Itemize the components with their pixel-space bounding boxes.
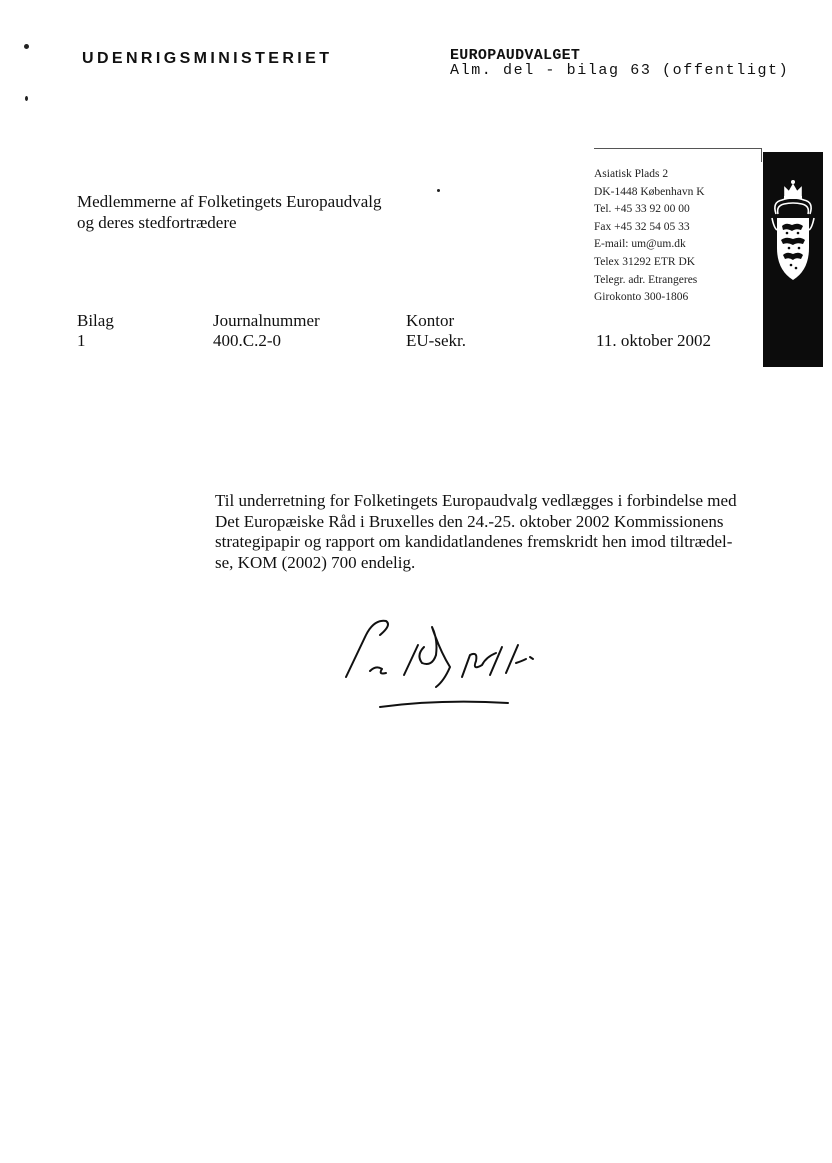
letter-body <box>215 491 775 573</box>
address-line: DK-1448 København K <box>594 185 705 198</box>
body-line: Det Europæiske Råd i Bruxelles den 24.-25. oktober 2002 Kommissionens <box>215 511 724 531</box>
letter-date: 11. oktober 2002 <box>596 331 712 350</box>
bilag-label: Bilag <box>77 311 114 330</box>
address-rule-tick <box>761 148 762 162</box>
royal-coat-of-arms-icon <box>770 178 816 288</box>
scan-speck <box>24 44 29 49</box>
address-rule <box>594 148 762 149</box>
bilag-value: 1 <box>77 331 86 350</box>
recipient-block <box>77 191 382 233</box>
body-line: strategipapir og rapport om kandidatlandenes fremskridt hen imod tiltrædel- <box>215 532 733 551</box>
address-line: Girokonto 300-1806 <box>594 291 689 304</box>
recipient-line: Medlemmerne af Folketingets Europaudvalg <box>77 192 382 211</box>
address-line: Telex 31292 ETR DK <box>594 255 696 268</box>
stamp-title: EUROPAUDVALGET <box>450 47 581 64</box>
kontor-label: Kontor <box>406 311 455 330</box>
address-line: E-mail: um@um.dk <box>594 238 686 251</box>
scan-speck <box>25 96 28 101</box>
ministry-name: UDENRIGSMINISTERIET <box>82 50 333 67</box>
kontor-value: EU-sekr. <box>406 331 466 350</box>
address-line: Tel. +45 33 92 00 00 <box>594 203 690 216</box>
journal-value: 400.C.2-0 <box>213 331 281 350</box>
address-line: Telegr. adr. Etrangeres <box>594 273 698 286</box>
body-line: se, KOM (2002) 700 endelig. <box>215 552 416 572</box>
journal-label: Journalnummer <box>213 311 320 330</box>
address-line: Asiatisk Plads 2 <box>594 168 669 180</box>
body-line: Til underretning for Folketingets Europaudvalg vedlægges i forbindelse med <box>215 491 737 510</box>
address-block <box>594 166 705 307</box>
recipient-line: og deres stedfortrædere <box>77 213 237 232</box>
scan-speck <box>437 189 440 192</box>
address-line: Fax +45 32 54 05 33 <box>594 220 690 233</box>
handwritten-signature <box>340 615 550 710</box>
stamp-subtitle: Alm. del - bilag 63 (offentligt) <box>450 62 790 79</box>
